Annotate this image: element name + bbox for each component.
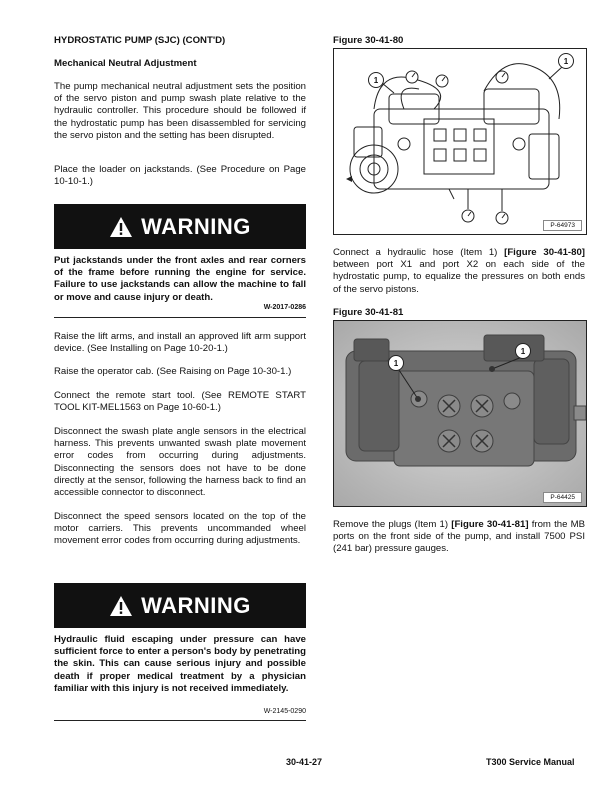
- figure-ref: [Figure 30-41-80]: [504, 247, 585, 258]
- warning-code-2: W-2145-0290: [263, 708, 306, 715]
- intro-paragraph: The pump mechanical neutral adjustment sets the position of the servo piston and pump swash plate relative to the hydraulic controller. This procedure should be followed if the hydrostatic pump has been disassembled for servicing the servo piston and the setting has been disrupted.: [54, 81, 306, 141]
- speed-sensor-paragraph: Disconnect the speed sensors located on the top of the motor carriers. This prevents uncommanded wheel movement error codes from occurring during adjustments.: [54, 511, 306, 547]
- cab-paragraph: Raise the operator cab. (See Raising on Page 10-30-1.): [54, 366, 292, 377]
- warning-title: WARNING: [141, 213, 251, 239]
- figure-ref: [Figure 30-41-81]: [451, 519, 529, 530]
- lift-arms-paragraph: Raise the lift arms, and install an approved lift arm support device. (See Installing on Page 10-20-1.): [54, 331, 306, 355]
- warning-text-2: Hydraulic fluid escaping under pressure can have sufficient force to enter a person's body by penetrating the skin. This can cause serious injury and possible death if proper medical treatment by a physician familiar with this injury is not received immediately.: [54, 634, 306, 694]
- remove-plugs-paragraph: Remove the plugs (Item 1) [Figure 30-41-81] from the MB ports on the front side of the pump, and install 7500 PSI (241 bar) pressure gauges.: [333, 519, 585, 555]
- warning-banner-2: [54, 583, 306, 628]
- warning-banner-1: [54, 204, 306, 249]
- photo-code: P-64973: [543, 220, 582, 231]
- pump-photo: [334, 321, 586, 506]
- remote-start-paragraph: Connect the remote start tool. (See REMOTE START TOOL KIT-MEL1563 on Page 10-60-1.): [54, 390, 306, 414]
- page-number: 30-41-27: [286, 757, 323, 767]
- warning-divider-1: [54, 317, 306, 318]
- warning-triangle-icon: [109, 216, 133, 238]
- warning-triangle-icon: [109, 595, 133, 617]
- warning-title: WARNING: [141, 592, 251, 618]
- warning-code-1: W-2017-0286: [263, 304, 306, 311]
- warning-divider-2: [54, 720, 306, 721]
- manual-title: T300 Service Manual: [486, 757, 575, 767]
- figure-30-41-80: [333, 48, 587, 235]
- callout-item-1: 1: [558, 53, 574, 69]
- figure-30-41-81: [333, 320, 587, 507]
- subheading: Mechanical Neutral Adjustment: [54, 58, 197, 69]
- photo-code: P-64425: [543, 492, 582, 503]
- callout-item-1: 1: [388, 355, 404, 371]
- section-title: HYDROSTATIC PUMP (SJC) (CONT'D): [54, 35, 226, 46]
- figure-label-1: Figure 30-41-80: [333, 35, 404, 46]
- callout-item-1: 1: [368, 72, 384, 88]
- callout-item-1: 1: [515, 343, 531, 359]
- jackstands-paragraph: Place the loader on jackstands. (See Procedure on Page 10-10-1.): [54, 164, 306, 188]
- figure-label-2: Figure 30-41-81: [333, 307, 404, 318]
- warning-text-1: Put jackstands under the front axles and rear corners of the frame before running the engine for service. Failure to use jackstands can allow the machine to fall or move and cause injury or death.: [54, 255, 306, 303]
- swash-sensor-paragraph: Disconnect the swash plate angle sensors in the electrical harness. This prevents unwanted swash plate movement error codes from occurring during adjustments. Disconnecting the sensors does not have to be done directly at the sensor, following the harness back to find an accessible connector to disconnect.: [54, 426, 306, 499]
- connect-hose-paragraph: Connect a hydraulic hose (Item 1) [Figure 30-41-80] between port X1 and port X2 on each side of the hydrostatic pump, to equalize the pressures on both ends of the servo pistons.: [333, 247, 585, 295]
